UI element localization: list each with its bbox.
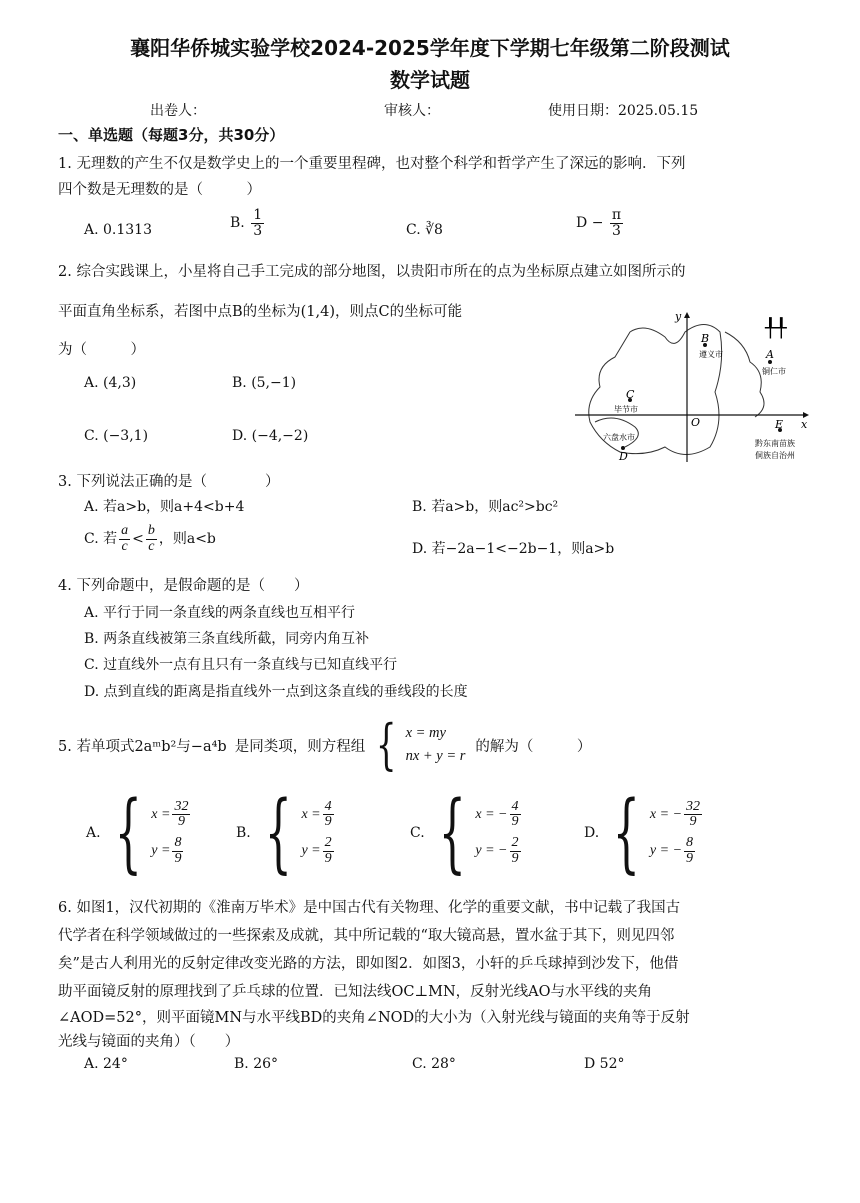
map-x-label: x [801, 418, 808, 431]
q5-b-xn: 4 [324, 798, 332, 814]
q5-a-yd: 9 [174, 850, 182, 866]
q6-option-c: C. 28° [412, 1056, 456, 1072]
exam-subtitle: 数学试题 [390, 68, 470, 92]
q5-c-xn: 4 [511, 798, 519, 814]
guizhou-map-figure [575, 312, 810, 472]
map-point-c: C [626, 388, 635, 401]
q6-option-a: A. 24° [84, 1056, 128, 1072]
q5-a-yn: 8 [174, 835, 182, 850]
q2-option-d: D. (−4,−2) [232, 428, 309, 444]
map-point-a: A [766, 348, 774, 361]
q5-c-label: C. [410, 825, 425, 841]
q6-text-line2: 代学者在科学领域做过的一些探索及成就，其中所记载的“取大镜高悬，置水盆于其下，则见四邻 [58, 928, 675, 944]
map-y-arrow [684, 312, 690, 318]
q5-c-xd: 9 [511, 814, 519, 830]
q5-option-b [236, 783, 336, 883]
q2-text-line1: 2. 综合实践课上，小星将自己手工完成的部分地图，以贵阳市所在的点为坐标原点建立如图所示的 [58, 264, 686, 280]
q6-option-b: B. 26° [234, 1056, 279, 1072]
q3-c-f1d: c [121, 538, 128, 554]
q5-b-yn: 2 [324, 835, 332, 850]
map-city-liupanshui: 六盘水市 [603, 433, 635, 442]
q5-equation-system [369, 713, 466, 776]
q5-a-x: x = [151, 806, 171, 822]
q1-option-d-fraction [610, 208, 623, 238]
q1-option-d-sign: − [591, 215, 604, 232]
map-deco-mark: ╀╀ [765, 318, 787, 339]
q5-d-yn: 8 [686, 835, 694, 850]
q5-brace: { [376, 713, 397, 776]
q1-option-b-fraction [251, 208, 264, 238]
q3-c-frac1 [119, 524, 130, 554]
map-origin-label: O [691, 416, 701, 429]
map-city-tongren: 铜仁市 [762, 367, 786, 376]
map-city-qiandongnan2: 侗族自治州 [755, 451, 795, 460]
reviewer-label: 审核人： [384, 103, 440, 119]
q5-c-y: y = − [475, 843, 508, 859]
q6-option-d: D 52° [584, 1056, 625, 1072]
section-heading: 一、单选题（每题3分，共30分） [58, 126, 285, 144]
q5-d-label: D. [584, 825, 600, 841]
q3-c-post: ，则a<b [158, 531, 216, 548]
q5-option-d [584, 783, 704, 883]
q5-post: 的解为（ ） [475, 738, 592, 755]
q4-text-line1: 4. 下列命题中，是假命题的是（ ） [58, 578, 309, 594]
q6-text-line6: 光线与镜面的夹角）（ ） [58, 1034, 240, 1050]
q6-text-line5: ∠AOD=52°，则平面镜MN与水平线BD的夹角∠NOD的大小为（入射光线与镜面的夹角等于反射 [58, 1010, 690, 1026]
q5-system-rows [406, 725, 466, 765]
q3-c-pre: C. 若 [84, 531, 118, 548]
q4-option-d: D. 点到直线的距离是指直线外一点到这条直线的垂线段的长度 [84, 684, 468, 700]
q3-c-f2d: c [148, 538, 155, 554]
q3-option-c [84, 524, 216, 554]
q1-option-d-label: D [576, 215, 588, 232]
q5-d-y: y = − [649, 843, 683, 859]
q5-a-xn: 32 [174, 798, 189, 814]
q4-option-a: A. 平行于同一条直线的两条直线也互相平行 [84, 605, 356, 621]
author-label: 出卷人： [150, 103, 206, 119]
q3-text-line1: 3. 下列说法正确的是（ ） [58, 474, 280, 490]
q5-d-x: x = − [649, 806, 683, 822]
q4-option-b: B. 两条直线被第三条直线所截，同旁内角互补 [84, 631, 370, 647]
q1-text-line1: 1. 无理数的产生不仅是数学史上的一个重要里程碑，也对整个科学和哲学产生了深远的影响．下列 [58, 156, 686, 172]
q5-b-label: B. [236, 825, 251, 841]
q3-c-lt: < [132, 531, 144, 548]
exam-title: 襄阳华侨城实验学校2024-2025学年度下学期七年级第二阶段测试 [130, 36, 730, 60]
q5-b-brace: { [264, 783, 292, 883]
q5-b-rows [301, 800, 335, 867]
map-point-e: E [775, 418, 784, 431]
q5-a-rows [151, 800, 192, 867]
q5-a-label: A. [86, 825, 101, 841]
q1-b-num: 1 [253, 207, 263, 223]
q2-option-c: C. (−3,1) [84, 428, 149, 444]
q5-c-yd: 9 [511, 850, 519, 866]
map-east-border [725, 332, 764, 417]
q3-option-a: A. 若a>b，则a+4<b+4 [84, 499, 245, 515]
q5-a-brace: { [114, 783, 142, 883]
q5-c-brace: { [438, 783, 466, 883]
q5-d-xn: 32 [686, 798, 701, 814]
q5-d-yd: 9 [686, 850, 694, 866]
q1-b-den: 3 [253, 222, 263, 239]
map-point-d: D [619, 450, 628, 463]
map-city-zunyi: 遵义市 [699, 350, 723, 359]
q5-sys-row2: nx + y = r [405, 748, 466, 764]
q5-mid: 是同类项，则方程组 [234, 738, 366, 755]
q1-text-line2: 四个数是无理数的是（ ） [58, 182, 261, 198]
q3-option-d: D. 若−2a−1<−2b−1，则a>b [412, 541, 615, 557]
q6-text-line3: 矣”是古人利用光的反射定律改变光路的方法，即如图2．如图3，小轩的乒乓球掉到沙发下，他借 [58, 956, 679, 972]
q6-text-line4: 助平面镜反射的原理找到了乒乓球的位置．已知法线OC⊥MN，反射光线AO与水平线的夹角 [58, 984, 653, 1000]
q5-c-yn: 2 [511, 835, 519, 850]
q3-option-b: B. 若a>b，则ac²>bc² [412, 499, 559, 515]
q5-b-x: x = [301, 806, 321, 822]
q5-b-y: y = [301, 843, 321, 859]
q1-d-den: 3 [612, 222, 621, 239]
q5-b-yd: 9 [324, 850, 332, 866]
q5-d-xd: 9 [689, 814, 697, 830]
map-city-bijie: 毕节市 [614, 405, 638, 414]
q5-option-a [86, 783, 192, 883]
q5-sys-row1: x = my [405, 725, 446, 741]
q3-c-f2n: b [147, 523, 155, 538]
q4-option-c: C. 过直线外一点有且只有一条直线与已知直线平行 [84, 657, 398, 673]
q5-c-rows [475, 800, 522, 867]
q5-pre: 5. 若单项式2aᵐb²与−a⁴b [58, 738, 227, 755]
q1-option-a: A. 0.1313 [84, 222, 152, 238]
map-point-b: B [701, 332, 710, 345]
q5-d-brace: { [612, 783, 641, 883]
q1-option-d [576, 208, 625, 238]
q1-option-b-label: B. [230, 215, 245, 232]
map-city-qiandongnan1: 黔东南苗族 [755, 439, 795, 448]
date-label: 使用日期：2025.05.15 [548, 103, 699, 119]
q5-b-xd: 9 [324, 814, 332, 830]
q2-text-line2: 平面直角坐标系，若图中点B的坐标为(1,4)，则点C的坐标可能 [58, 304, 463, 320]
q5-text [58, 713, 592, 776]
q5-c-x: x = − [475, 806, 508, 822]
q5-a-xd: 9 [177, 814, 185, 830]
q2-option-a: A. (4,3) [84, 375, 137, 391]
map-y-label: y [675, 312, 682, 323]
q2-text-line3: 为（ ） [58, 342, 145, 358]
q1-d-num: π [611, 207, 622, 223]
q3-c-frac2 [146, 524, 157, 554]
q5-d-rows [650, 800, 704, 867]
q1-option-c: C. ∛8 [406, 222, 443, 238]
q2-option-b: B. (5,−1) [232, 375, 297, 391]
q6-text-line1: 6. 如图1，汉代初期的《淮南万毕术》是中国古代有关物理、化学的重要文献，书中记载了我国古 [58, 900, 681, 916]
q1-option-b [230, 208, 266, 238]
q3-c-f1n: a [121, 523, 129, 538]
q5-option-c [410, 783, 523, 883]
q5-a-y: y = [151, 843, 171, 859]
